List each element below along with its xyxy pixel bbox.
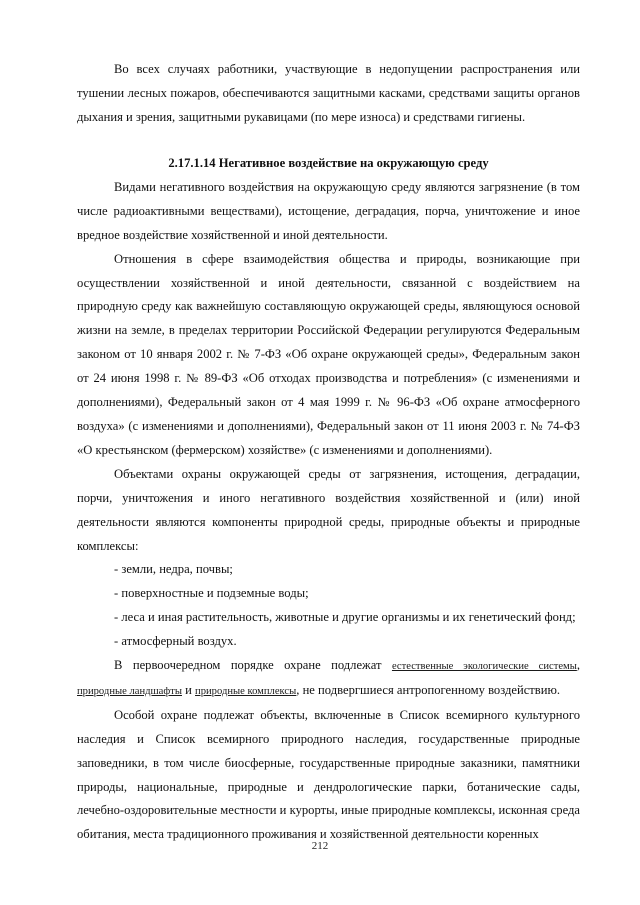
page-number: 212 [311,840,329,852]
link-natural-landscapes[interactable]: природные ландшафты [77,685,182,697]
text-fragment: , не подвергшиеся антропогенному воздействию. [296,682,561,697]
paragraph-ppe: Во всех случаях работники, участвующие в недопущении распространения или тушении лесных пожаров, обеспечиваются защитными касками, средствами защиты органов дыхания и зрения, защитными рукавицами (по мере износа) и средствами гигиены. [77,62,580,124]
paragraph-priority-protection [77,654,580,704]
paragraph-protected-objects: Объектами охраны окружающей среды от загрязнения, истощения, деградации, порчи, уничтожения и иного негативного воздействия хозяйственной и (или) иной деятельности являются компоненты природной среды, природные объекты и природные комплексы: [77,466,580,553]
link-natural-ecosystems[interactable]: естественные экологические системы [391,661,577,673]
list-item: - атмосферный воздух. [114,634,237,649]
section-heading: 2.17.1.14 Негативное воздействие на окружающую среду [168,156,489,170]
list-item: - леса и иная растительность, животные и другие организмы и их генетический фонд; [114,610,576,625]
text-block-main [77,152,580,847]
text-block-top [77,58,580,130]
list-item: - земли, недра, почвы; [114,562,233,577]
text-fragment: , [576,658,581,673]
paragraph-special-protection: Особой охране подлежат объекты, включенные в Список всемирного культурного наследия и Список всемирного природного наследия, государственные природные заповедники, в том числе биосферные, государственные природные заказники, памятники природы, национальные, природные и дендрологические парки, ботанические сады, лечебно-оздоровительные местности и курорты, иные природные комплексы, исконная среда обитания, места традиционного проживания и хозяйственной деятельности коренных [77,707,580,842]
link-natural-complexes[interactable]: природные комплексы [195,685,297,697]
text-fragment: и [181,682,196,697]
paragraph-impact-types: Видами негативного воздействия на окружающую среду являются загрязнение (в том числе радиоактивными веществами), истощение, деградация, порча, уничтожение и иное вредное воздействие хозяйственной и иной деятельности. [77,179,580,242]
list-item: - поверхностные и подземные воды; [114,586,309,601]
text-fragment: В первоочередном порядке охране подлежат [114,658,392,673]
paragraph-legislation: Отношения в сфере взаимодействия общества и природы, возникающие при осуществлении хозяйственной и иной деятельности, связанной с воздействием на природную среду как важнейшую составляющую окружающей среды, являющуюся основой жизни на земле, в пределах территории Российской Федерации регулируются Федеральным законом от 10 января 2002 г. № 7-ФЗ «Об охране окружающей среды», Федеральным закон от 24 июня 1998 г. № 89-ФЗ «Об отходах производства и потребления» (с изменениями и дополнениями), Федеральный закон от 4 мая 1999 г. № 96-ФЗ «Об охране атмосферного воздуха» (с изменениями и дополнениями), Федеральный закон от 11 июня 2003 г. № 74-ФЗ «О крестьянском (фермерском) хозяйстве» (с изменениями и дополнениями). [77,251,580,457]
